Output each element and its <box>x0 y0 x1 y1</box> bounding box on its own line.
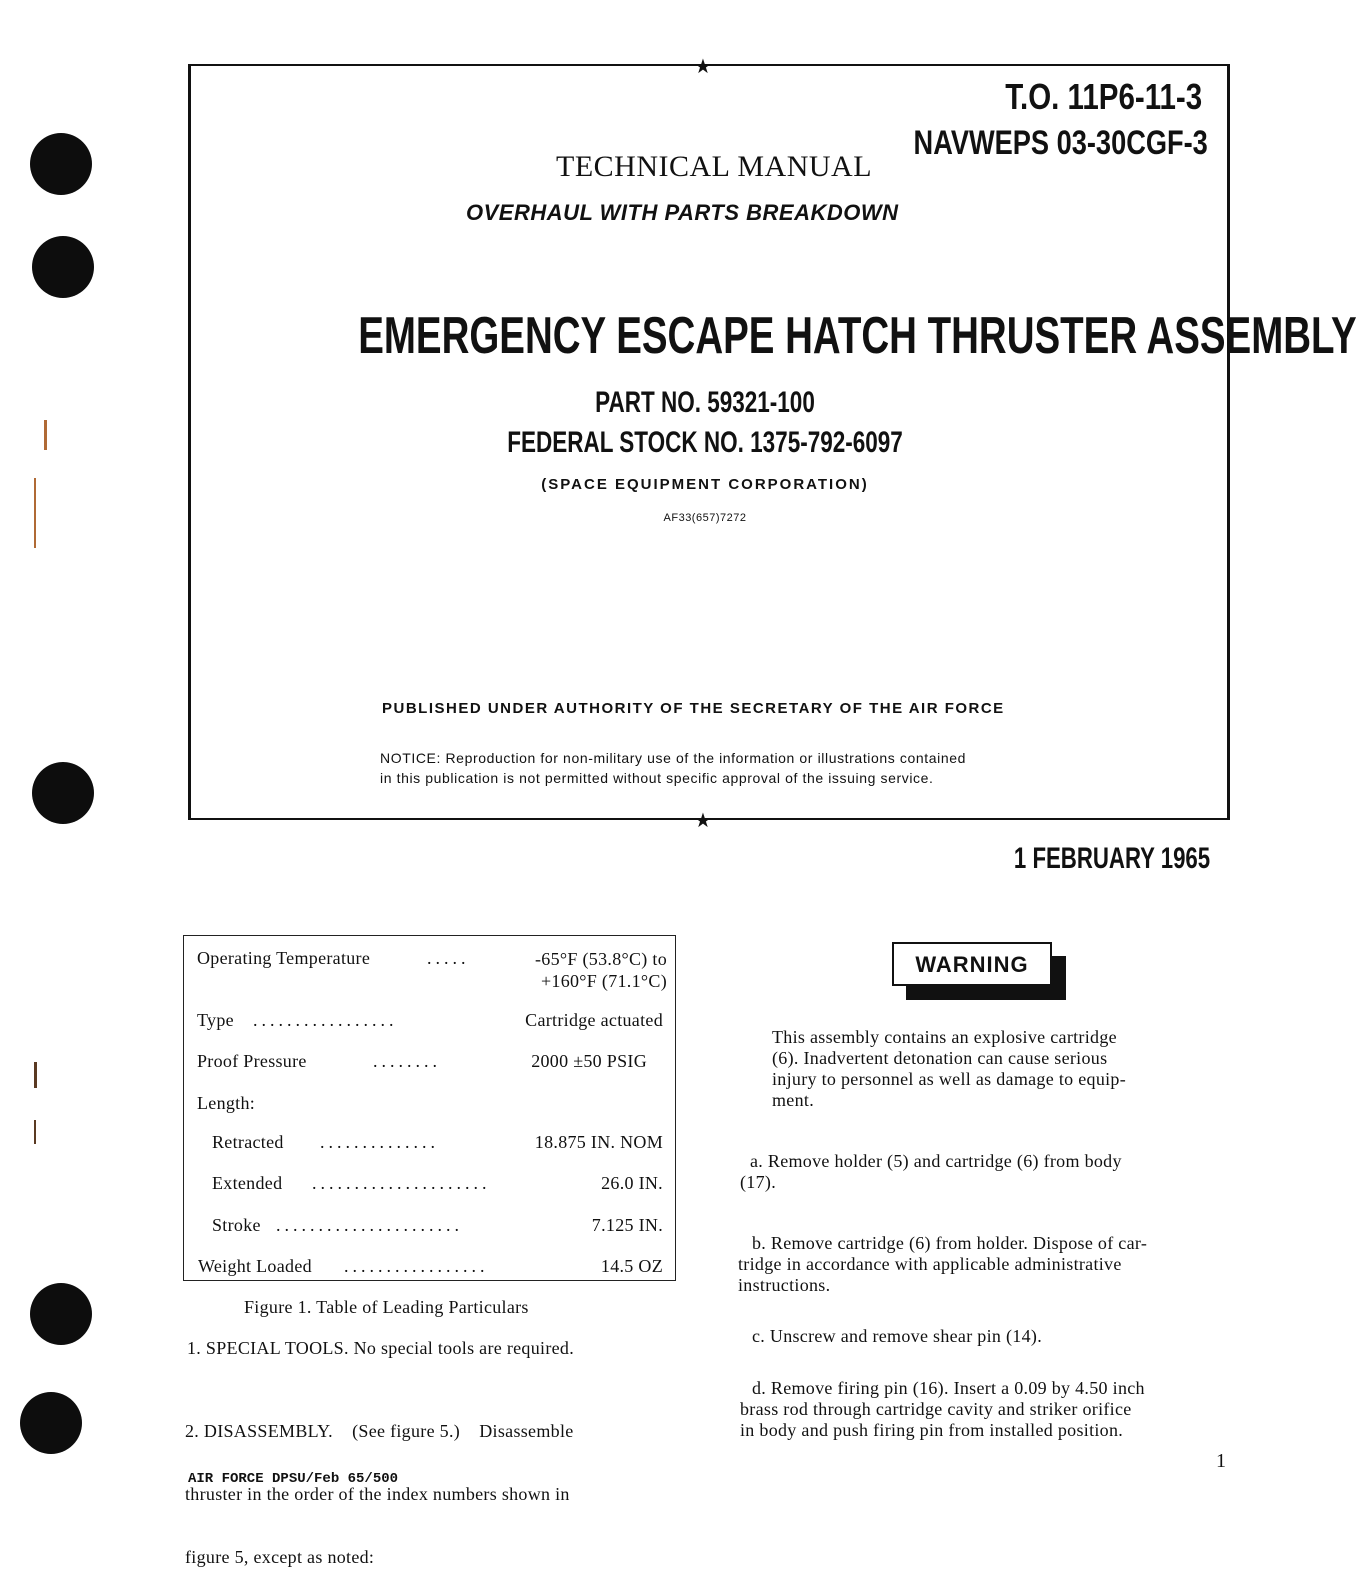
figure-caption: Figure 1. Table of Leading Particulars <box>244 1297 529 1317</box>
punch-hole-2 <box>32 236 94 298</box>
warning-label: WARNING <box>892 942 1052 986</box>
punch-hole-1 <box>30 133 92 195</box>
leader-dots: ..... <box>427 948 470 968</box>
authority-statement: PUBLISHED UNDER AUTHORITY OF THE SECRETARY OF THE AIR FORCE <box>382 700 1005 717</box>
print-footer: AIR FORCE DPSU/Feb 65/500 <box>188 1471 399 1487</box>
particular-label: Proof Pressure <box>197 1051 307 1071</box>
paragraph-line: 1. SPECIAL TOOLS. No special tools are required. <box>187 1338 575 1358</box>
notice-line: in this publication is not permitted without specific approval of the issuing service. <box>380 770 934 786</box>
manual-type: TECHNICAL MANUAL <box>556 150 873 183</box>
particular-label: Retracted <box>212 1132 284 1152</box>
particular-value: 18.875 IN. NOM <box>534 1132 663 1152</box>
particulars-row <box>197 1093 255 1114</box>
punch-hole-5 <box>20 1392 82 1454</box>
page-title: EMERGENCY ESCAPE HATCH THRUSTER ASSEMBLY <box>358 307 1357 365</box>
particular-label: Stroke <box>212 1215 261 1235</box>
paragraph-line: instructions. <box>738 1275 831 1295</box>
leader-dots: ..................... <box>312 1173 491 1193</box>
punch-hole-4 <box>30 1283 92 1345</box>
special-tools-paragraph <box>187 1338 574 1359</box>
step-b <box>738 1233 1147 1296</box>
paragraph-line: d. Remove firing pin (16). Insert a 0.09 by 4.50 inch <box>752 1378 1145 1398</box>
warning-text <box>772 1027 1126 1111</box>
value-line: -65°F (53.8°C) to <box>535 949 667 969</box>
paragraph-line: This assembly contains an explosive cartridge <box>772 1027 1117 1047</box>
value-line: +160°F (71.1°C) <box>540 971 667 991</box>
notice-line: NOTICE: Reproduction for non-military use of the information or illustrations contained <box>380 750 966 766</box>
particulars-table <box>183 935 676 1281</box>
manual-subtitle: OVERHAUL WITH PARTS BREAKDOWN <box>466 200 899 225</box>
paragraph-line: 2. DISASSEMBLY. (See figure 5.) Disassemble <box>185 1421 574 1441</box>
step-d <box>740 1378 1145 1441</box>
particular-value: Cartridge actuated <box>525 1010 663 1030</box>
leader-dots: ...................... <box>276 1215 463 1235</box>
publication-date: 1 FEBRUARY 1965 <box>1013 842 1210 875</box>
particular-label: Extended <box>212 1173 283 1193</box>
star-icon: ★ <box>694 808 712 832</box>
particular-label: Type <box>197 1010 234 1030</box>
particular-value: 26.0 IN. <box>601 1173 663 1193</box>
leader-dots: ................. <box>253 1010 398 1030</box>
step-c <box>752 1326 1042 1347</box>
contract-number: AF33(657)7272 <box>663 512 747 524</box>
punch-hole-3 <box>32 762 94 824</box>
margin-mark <box>34 478 36 548</box>
part-number: PART NO. 59321-100 <box>595 386 815 419</box>
page-number: 1 <box>1216 1450 1226 1472</box>
paragraph-line: b. Remove cartridge (6) from holder. Dispose of car- <box>752 1233 1148 1253</box>
manufacturer: (SPACE EQUIPMENT CORPORATION) <box>541 476 869 493</box>
paragraph-line: injury to personnel as well as damage to equip- <box>772 1069 1127 1089</box>
to-number: T.O. 11P6-11-3 <box>1005 76 1202 117</box>
particular-value: 14.5 OZ <box>600 1256 663 1276</box>
particular-value <box>497 948 667 992</box>
paragraph-line: (6). Inadvertent detonation can cause serious <box>772 1048 1108 1068</box>
paragraph-line: in body and push firing pin from installed position. <box>740 1420 1124 1440</box>
paragraph-line: a. Remove holder (5) and cartridge (6) from body <box>750 1151 1122 1171</box>
step-a <box>740 1151 1122 1193</box>
reproduction-notice <box>380 748 1040 788</box>
particular-label: Weight Loaded <box>198 1256 312 1276</box>
paragraph-line: c. Unscrew and remove shear pin (14). <box>752 1326 1042 1346</box>
margin-mark <box>34 1062 37 1088</box>
margin-mark <box>44 420 47 450</box>
paragraph-line: tridge in accordance with applicable administrative <box>738 1254 1122 1274</box>
margin-mark <box>34 1120 36 1144</box>
navweps-number: NAVWEPS 03-30CGF-3 <box>913 124 1208 162</box>
leader-dots: ........ <box>373 1051 441 1071</box>
paragraph-line: thruster in the order of the index numbers shown in <box>185 1484 570 1504</box>
particular-value: 7.125 IN. <box>591 1215 663 1235</box>
leader-dots: .............. <box>320 1132 439 1152</box>
paragraph-line: brass rod through cartridge cavity and striker orifice <box>740 1399 1132 1419</box>
particular-value: 2000 ±50 PSIG <box>531 1051 647 1071</box>
paragraph-line: ment. <box>772 1090 814 1110</box>
federal-stock-number: FEDERAL STOCK NO. 1375-792-6097 <box>507 426 903 459</box>
star-icon: ★ <box>694 54 712 78</box>
leader-dots: ................. <box>344 1256 489 1276</box>
particular-label: Length: <box>197 1093 256 1113</box>
paragraph-line: figure 5, except as noted: <box>185 1547 375 1567</box>
particular-label: Operating Temperature <box>197 948 371 968</box>
paragraph-line: (17). <box>740 1172 776 1192</box>
